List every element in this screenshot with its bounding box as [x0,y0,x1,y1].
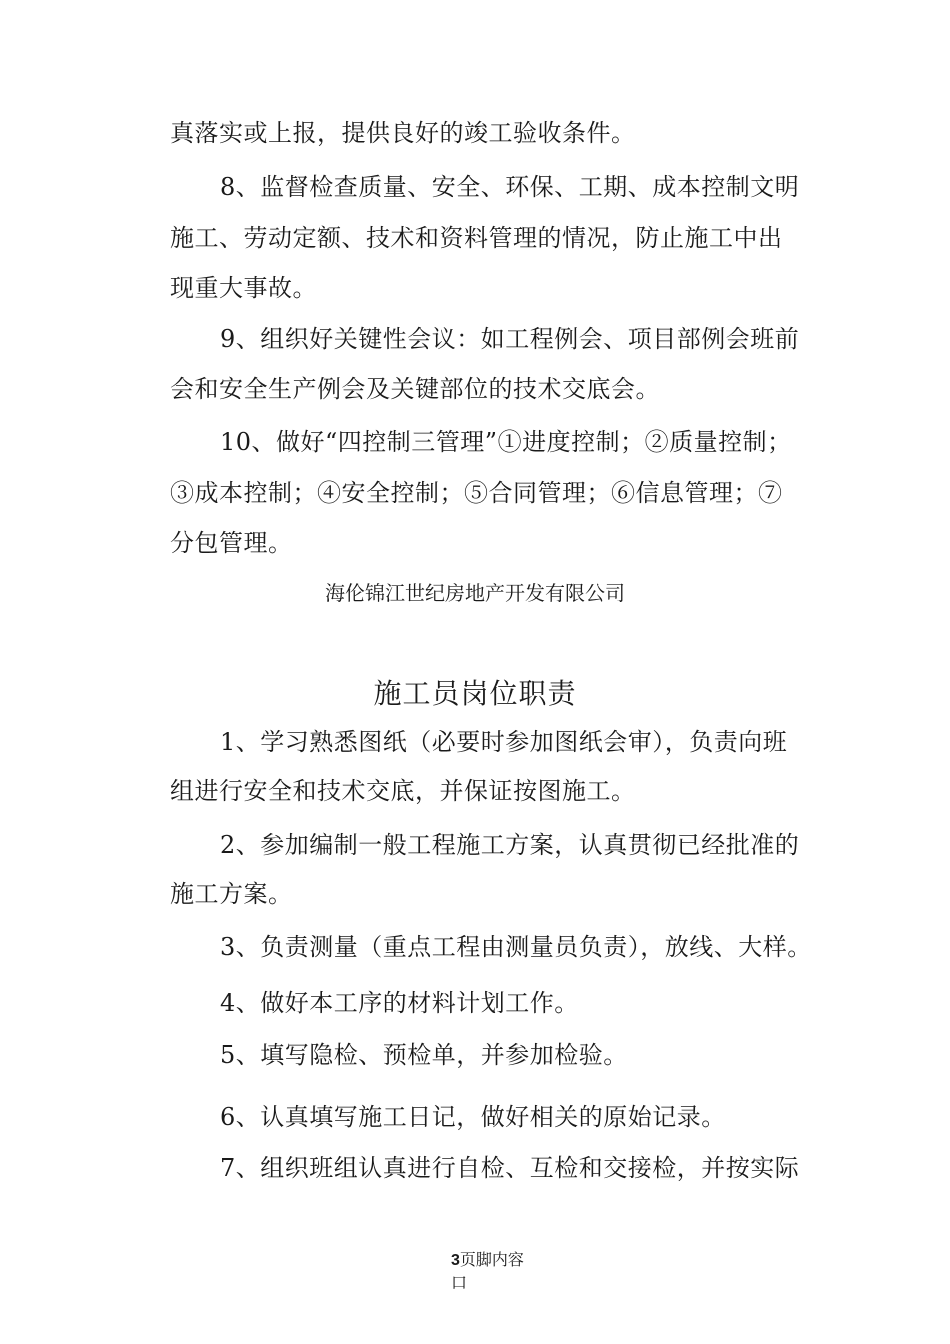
paragraph-line: 1、学习熟悉图纸（必要时参加图纸会审），负责向班 [220,728,788,756]
paragraph-line: 施工方案。 [170,880,293,908]
section-title: 施工员岗位职责 [373,677,577,710]
paragraph-line: 分包管理。 [170,529,293,557]
paragraph-line: 施工、劳动定额、技术和资料管理的情况，防止施工中出 [170,224,783,252]
page-number: 3 [451,1252,460,1269]
paragraph-line: 2、参加编制一般工程施工方案，认真贯彻已经批准的 [220,831,800,859]
footer-label: 页脚内容 [459,1250,524,1269]
paragraph-line: 真落实或上报，提供良好的竣工验收条件。 [170,119,636,147]
paragraph-line: 现重大事故。 [170,274,317,302]
paragraph-line: 10、做好“四控制三管理”①进度控制；②质量控制； [220,428,792,456]
paragraph-line: 7、组织班组认真进行自检、互检和交接检，并按实际 [220,1154,800,1182]
paragraph-line: 会和安全生产例会及关键部位的技术交底会。 [170,375,660,403]
paragraph-line: ③成本控制；④安全控制；⑤合同管理；⑥信息管理；⑦ [170,479,783,507]
paragraph-line: 9、组织好关键性会议：如工程例会、项目部例会班前 [220,325,800,353]
paragraph-line: 3、负责测量（重点工程由测量员负责），放线、大样。 [220,933,812,961]
paragraph-line: 6、认真填写施工日记，做好相关的原始记录。 [220,1103,726,1131]
company-name: 海伦锦江世纪房地产开发有限公司 [325,581,625,605]
footer-box-glyph: 口 [451,1273,468,1292]
paragraph-line: 组进行安全和技术交底，并保证按图施工。 [170,777,636,805]
paragraph-line: 8、监督检查质量、安全、环保、工期、成本控制文明 [220,173,800,201]
paragraph-line: 5、填写隐检、预检单，并参加检验。 [220,1041,628,1069]
page-footer [451,1249,524,1272]
paragraph-line: 4、做好本工序的材料计划工作。 [220,989,579,1017]
